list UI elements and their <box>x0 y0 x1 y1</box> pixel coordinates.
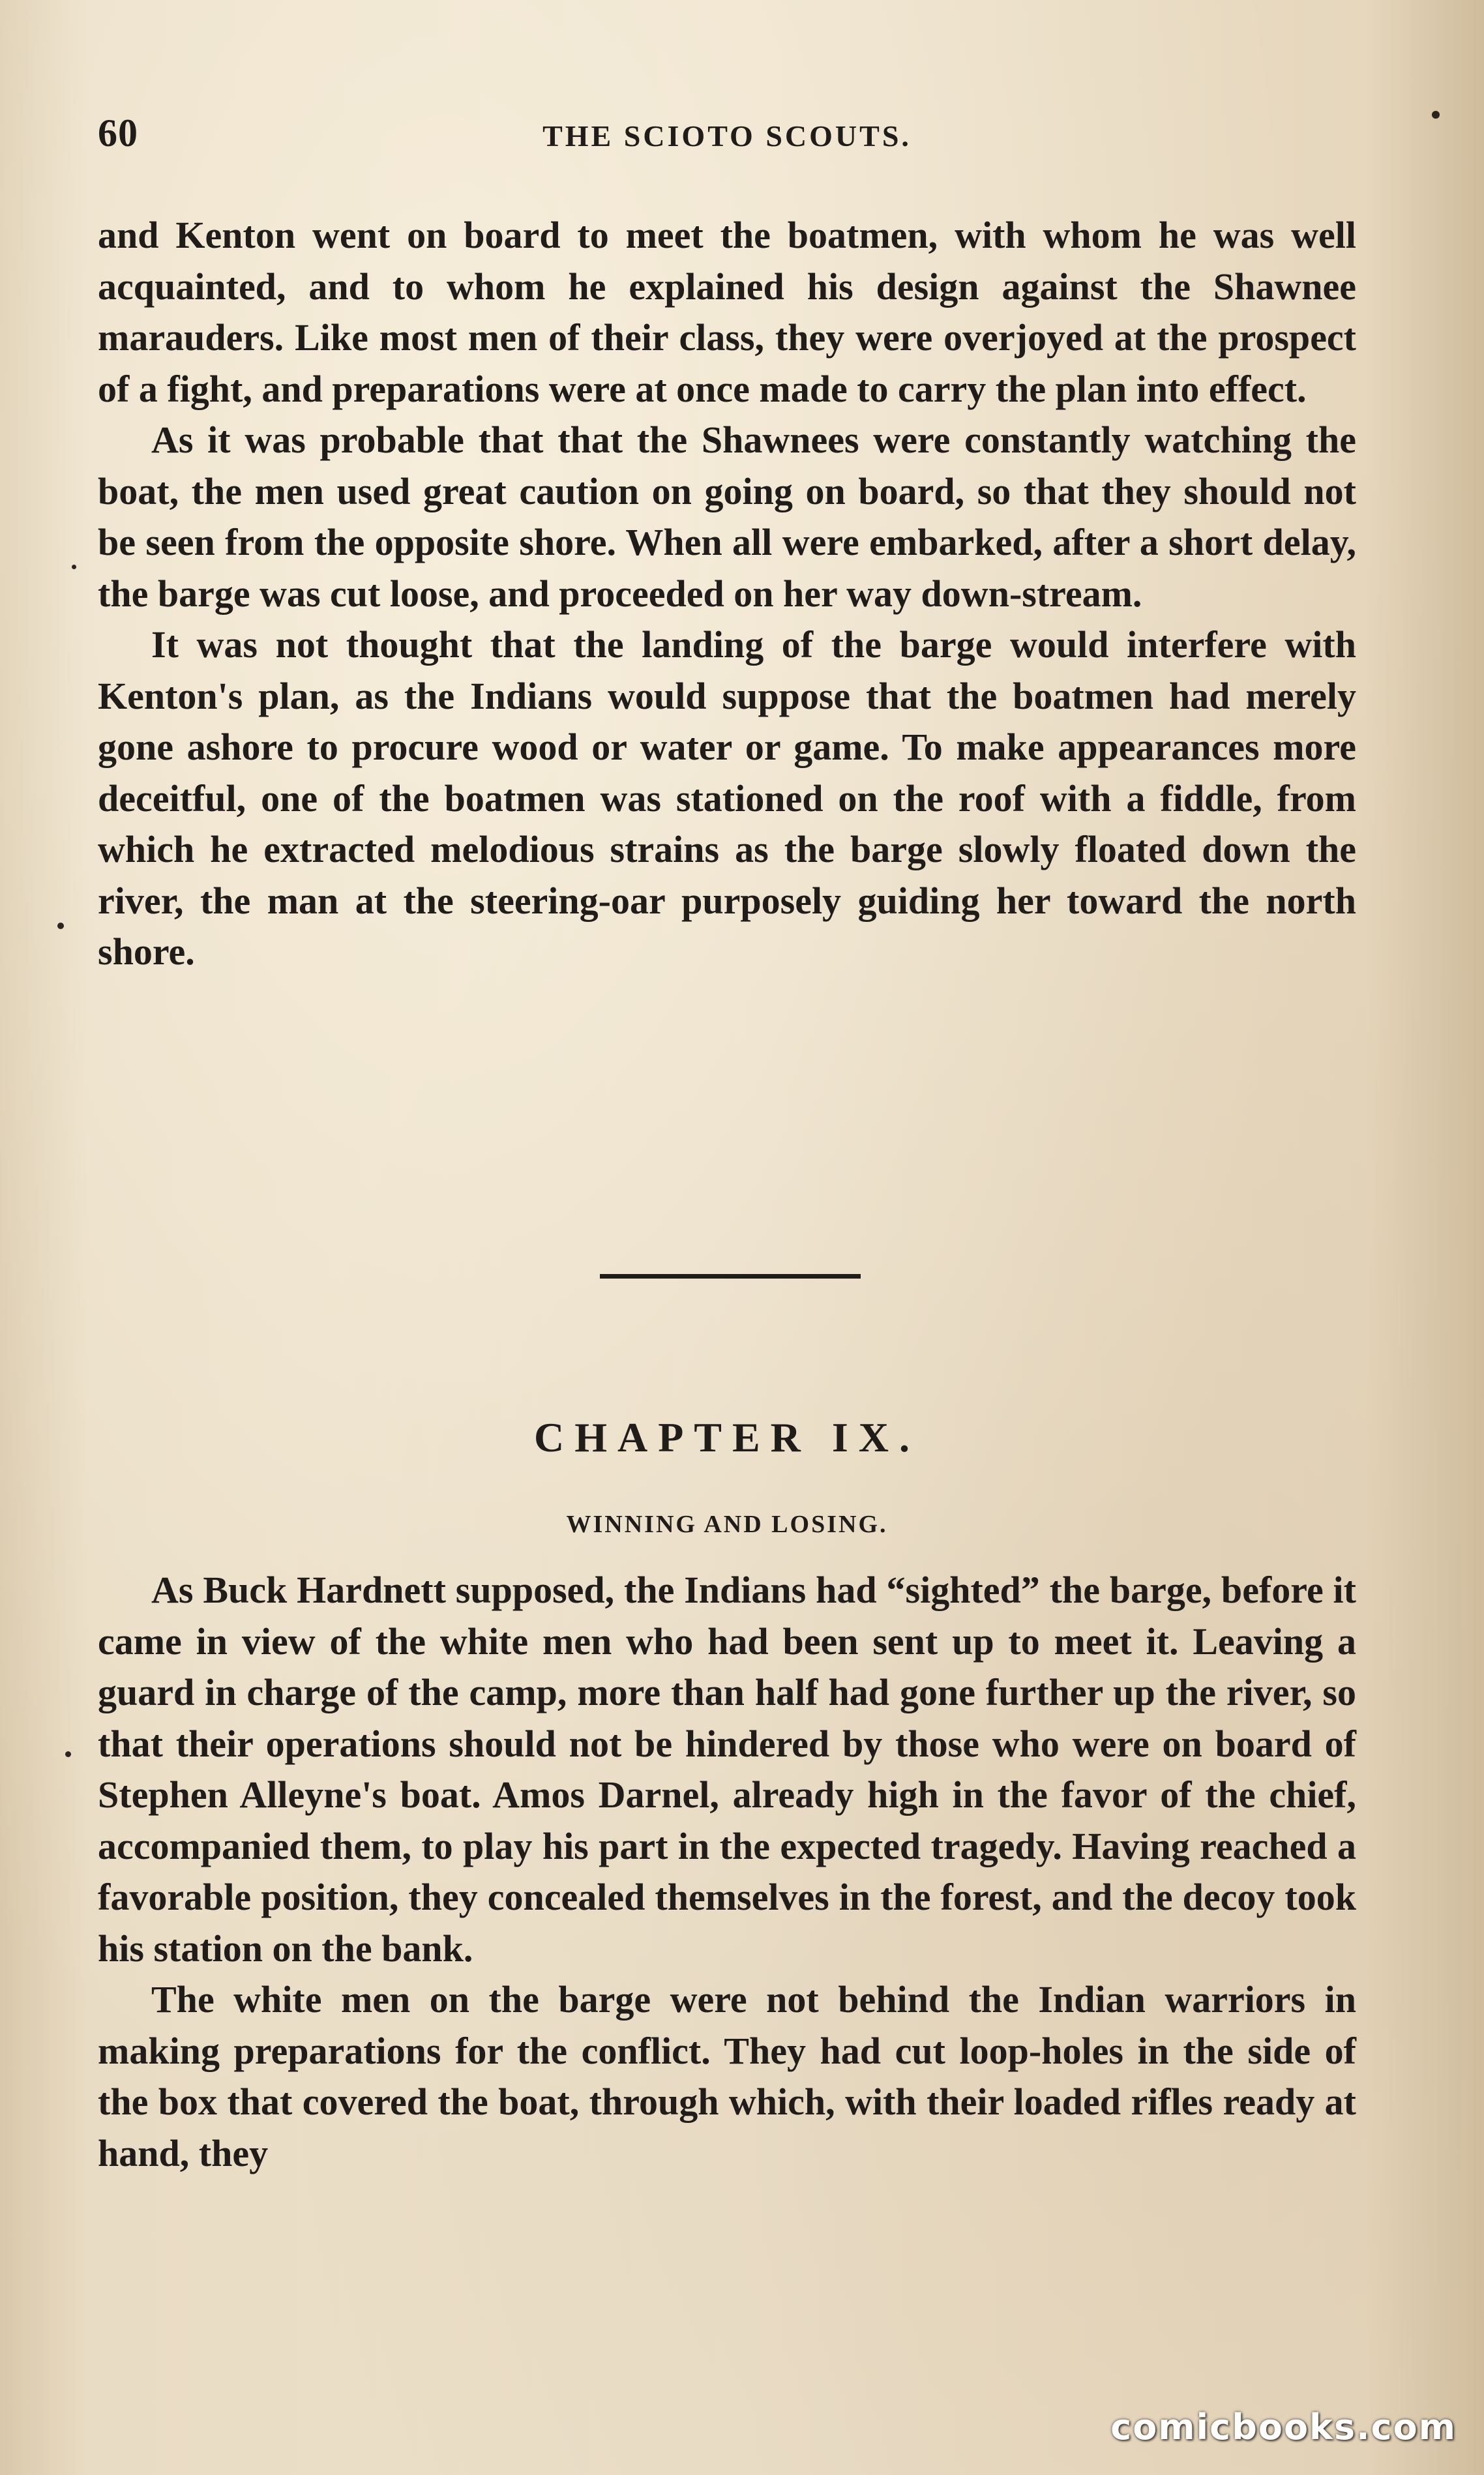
paragraph: and Kenton went on board to meet the boatmen, with whom he was well acquainted, and to whom he explained his design against the Shawnee marauders. Like most men of their class, they were overjoyed at the prospect of a fight, and preparations were at once made to carry the plan into effect. <box>98 214 1356 410</box>
chapter-subtitle: WINNING AND LOSING. <box>566 1511 888 1538</box>
ink-speck <box>72 565 76 569</box>
section-divider-rule <box>600 1274 861 1279</box>
text-section-bottom <box>98 1565 1356 2179</box>
text-section-top <box>98 210 1356 978</box>
paragraph: It was not thought that the landing of the barge would interfere with Kenton's plan, as the Indians would suppose that the boatmen had merely gone ashore to procure wood or water or game. To make appearances more deceitful, one of the boatmen was stationed on the roof with a fiddle, from which he extracted melodious strains as the barge slowly floated down the river, the man at the steering-oar purposely guiding her toward the north shore. <box>98 623 1356 973</box>
paragraph: As it was probable that that the Shawnees were constantly watching the boat, the men used great caution on going on board, so that they should not be seen from the opposite shore. When all were embarked, after a short delay, the barge was cut loose, and proceeded on her way down-stream. <box>98 419 1356 615</box>
page-number: 60 <box>98 111 138 155</box>
ink-speck <box>65 1751 71 1757</box>
watermark: comicbooks.com <box>1110 2407 1457 2448</box>
ink-speck <box>1432 111 1440 119</box>
running-title: THE SCIOTO SCOUTS. <box>542 119 912 153</box>
chapter-heading: CHAPTER IX. <box>533 1414 921 1460</box>
page-header <box>98 111 1356 170</box>
paragraph: As Buck Hardnett supposed, the Indians had “sighted” the barge, before it came in view of the white men who had been sent up to meet it. Leaving a guard in charge of the camp, more than half had gone further up the river, so that their operations should not be hindered by those who were on board of Stephen Alleyne's boat. Amos Darnel, already high in the favor of the chief, accompanied them, to play his part in the expected tragedy. Having reached a favorable position, they concealed themselves in the forest, and the decoy took his station on the bank. <box>98 1569 1356 1970</box>
paragraph: The white men on the barge were not behind the Indian warriors in making preparations for the conflict. They had cut loop-holes in the side of the box that covered the boat, through which, with their loaded rifles ready at hand, they <box>98 1978 1356 2174</box>
ink-speck <box>57 923 64 929</box>
